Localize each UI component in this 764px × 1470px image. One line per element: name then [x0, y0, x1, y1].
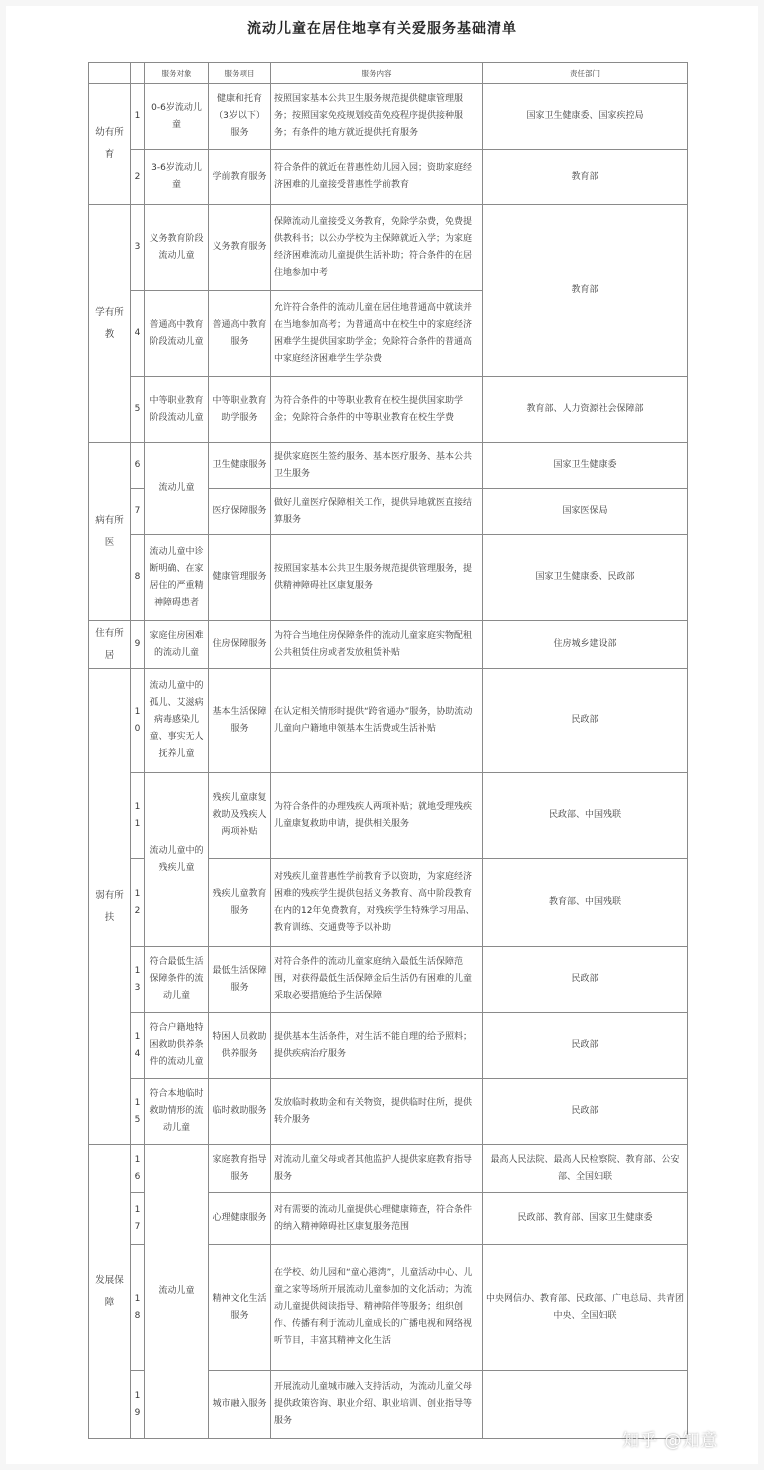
row-number: 18 [131, 1245, 145, 1371]
target-cell: 符合本地临时救助情形的流动儿童 [145, 1079, 209, 1145]
content-cell: 为符合条件的办理残疾人两项补贴；就地受理残疾儿童康复救助申请，提供相关服务 [271, 773, 483, 859]
table-row [89, 669, 688, 773]
item-cell: 临时救助服务 [209, 1079, 271, 1145]
header-dept: 责任部门 [483, 63, 688, 84]
row-number: 7 [131, 489, 145, 535]
target-cell: 家庭住房困难的流动儿童 [145, 621, 209, 669]
content-cell: 在学校、幼儿园和“童心港湾”，儿童活动中心、儿童之家等场所开展流动儿童参加的文化活动；为流动儿童提供阅读指导、精神陪伴等服务；组织创作、传播有利于流动儿童成长的广播电视和网络视听节目，丰富其精神文化生活 [271, 1245, 483, 1371]
row-number: 5 [131, 377, 145, 443]
target-cell: 义务教育阶段流动儿童 [145, 205, 209, 291]
target-cell: 普通高中教育阶段流动儿童 [145, 291, 209, 377]
table-row [89, 377, 688, 443]
dept-cell: 中央网信办、教育部、民政部、广电总局、共青团中央、全国妇联 [483, 1245, 688, 1371]
dept-cell: 民政部 [483, 669, 688, 773]
content-cell: 按照国家基本公共卫生服务规范提供健康管理服务；按照国家免疫规划疫苗免疫程序提供接种服务；有条件的地方就近提供托育服务 [271, 84, 483, 150]
table-row [89, 1079, 688, 1145]
dept-cell: 国家医保局 [483, 489, 688, 535]
content-cell: 对符合条件的流动儿童家庭纳入最低生活保障范围，对获得最低生活保障金后生活仍有困难的儿童采取必要措施给予生活保障 [271, 947, 483, 1013]
target-cell: 流动儿童中的残疾儿童 [145, 773, 209, 947]
item-cell: 普通高中教育服务 [209, 291, 271, 377]
row-number: 8 [131, 535, 145, 621]
dept-cell: 最高人民法院、最高人民检察院、教育部、公安部、全国妇联 [483, 1145, 688, 1193]
item-cell: 基本生活保障服务 [209, 669, 271, 773]
item-cell: 义务教育服务 [209, 205, 271, 291]
category-cell: 住有所居 [89, 621, 131, 669]
target-cell: 流动儿童 [145, 443, 209, 535]
header-category [89, 63, 131, 84]
item-cell: 医疗保障服务 [209, 489, 271, 535]
dept-cell: 国家卫生健康委、民政部 [483, 535, 688, 621]
item-cell: 健康和托育（3岁以下）服务 [209, 84, 271, 150]
category-cell: 幼有所育 [89, 84, 131, 205]
row-number: 17 [131, 1193, 145, 1245]
content-cell: 对流动儿童父母或者其他监护人提供家庭教育指导服务 [271, 1145, 483, 1193]
dept-cell: 教育部 [483, 205, 688, 377]
dept-cell: 民政部 [483, 1013, 688, 1079]
row-number: 13 [131, 947, 145, 1013]
item-cell: 卫生健康服务 [209, 443, 271, 489]
item-cell: 住房保障服务 [209, 621, 271, 669]
dept-cell: 教育部 [483, 150, 688, 205]
item-cell: 健康管理服务 [209, 535, 271, 621]
item-cell: 学前教育服务 [209, 150, 271, 205]
row-number: 6 [131, 443, 145, 489]
table-header-row [89, 63, 688, 84]
table-row [89, 535, 688, 621]
content-cell: 为符合当地住房保障条件的流动儿童家庭实物配租公共租赁住房或者发放租赁补贴 [271, 621, 483, 669]
content-cell: 提供家庭医生签约服务、基本医疗服务、基本公共卫生服务 [271, 443, 483, 489]
content-cell: 开展流动儿童城市融入支持活动，为流动儿童父母提供政策咨询、职业介绍、职业培训、创业指导等服务 [271, 1371, 483, 1439]
dept-cell: 民政部 [483, 947, 688, 1013]
category-cell: 病有所医 [89, 443, 131, 621]
dept-cell: 教育部、中国残联 [483, 859, 688, 947]
table-row [89, 205, 688, 291]
header-item: 服务项目 [209, 63, 271, 84]
content-cell: 符合条件的就近在普惠性幼儿园入园；资助家庭经济困难的儿童接受普惠性学前教育 [271, 150, 483, 205]
content-cell: 对有需要的流动儿童提供心理健康筛查，符合条件的纳入精神障碍社区康复服务范围 [271, 1193, 483, 1245]
dept-cell: 国家卫生健康委、国家疾控局 [483, 84, 688, 150]
content-cell: 为符合条件的中等职业教育在校生提供国家助学金；免除符合条件的中等职业教育在校生学费 [271, 377, 483, 443]
document-title: 流动儿童在居住地享有关爱服务基础清单 [247, 21, 517, 37]
row-number: 19 [131, 1371, 145, 1439]
content-cell: 保障流动儿童接受义务教育，免除学杂费，免费提供教科书；以公办学校为主保障就近入学；为家庭经济困难流动儿童提供生活补助；符合条件的在居住地参加中考 [271, 205, 483, 291]
table-row [89, 621, 688, 669]
content-cell: 提供基本生活条件，对生活不能自理的给予照料；提供疾病治疗服务 [271, 1013, 483, 1079]
dept-cell: 民政部、教育部、国家卫生健康委 [483, 1193, 688, 1245]
dept-cell: 住房城乡建设部 [483, 621, 688, 669]
item-cell: 家庭教育指导服务 [209, 1145, 271, 1193]
content-cell: 按照国家基本公共卫生服务规范提供管理服务，提供精神障碍社区康复服务 [271, 535, 483, 621]
row-number: 12 [131, 859, 145, 947]
row-number: 16 [131, 1145, 145, 1193]
row-number: 1 [131, 84, 145, 150]
target-cell: 符合户籍地特困救助供养条件的流动儿童 [145, 1013, 209, 1079]
category-cell: 学有所教 [89, 205, 131, 443]
dept-cell: 民政部、中国残联 [483, 773, 688, 859]
row-number: 3 [131, 205, 145, 291]
target-cell: 符合最低生活保障条件的流动儿童 [145, 947, 209, 1013]
target-cell: 流动儿童 [145, 1145, 209, 1439]
table-row [89, 1013, 688, 1079]
service-list-table [88, 62, 688, 1439]
table-row [89, 1145, 688, 1193]
dept-cell: 民政部 [483, 1079, 688, 1145]
target-cell: 3-6岁流动儿童 [145, 150, 209, 205]
item-cell: 精神文化生活服务 [209, 1245, 271, 1371]
content-cell: 做好儿童医疗保障相关工作，提供异地就医直接结算服务 [271, 489, 483, 535]
item-cell: 特困人员救助供养服务 [209, 1013, 271, 1079]
row-number: 15 [131, 1079, 145, 1145]
category-cell: 发展保障 [89, 1145, 131, 1439]
category-cell: 弱有所扶 [89, 669, 131, 1145]
item-cell: 心理健康服务 [209, 1193, 271, 1245]
table-row [89, 443, 688, 489]
item-cell: 中等职业教育助学服务 [209, 377, 271, 443]
content-cell: 对残疾儿童普惠性学前教育予以资助，为家庭经济困难的残疾学生提供包括义务教育、高中阶段教育在内的12年免费教育，对残疾学生特殊学习用品、教育训练、交通费等予以补助 [271, 859, 483, 947]
row-number: 2 [131, 150, 145, 205]
dept-cell: 国家卫生健康委 [483, 443, 688, 489]
content-cell: 发放临时救助金和有关物资，提供临时住所，提供转介服务 [271, 1079, 483, 1145]
target-cell: 中等职业教育阶段流动儿童 [145, 377, 209, 443]
header-target: 服务对象 [145, 63, 209, 84]
zhihu-watermark: 知乎 @知意 [622, 1431, 719, 1451]
header-no [131, 63, 145, 84]
item-cell: 城市融入服务 [209, 1371, 271, 1439]
dept-cell: 教育部、人力资源社会保障部 [483, 377, 688, 443]
table-row [89, 947, 688, 1013]
table-row [89, 150, 688, 205]
header-content: 服务内容 [271, 63, 483, 84]
item-cell: 最低生活保障服务 [209, 947, 271, 1013]
target-cell: 0-6岁流动儿童 [145, 84, 209, 150]
item-cell: 残疾儿童康复救助及残疾人两项补贴 [209, 773, 271, 859]
row-number: 9 [131, 621, 145, 669]
target-cell: 流动儿童中诊断明确、在家居住的严重精神障碍患者 [145, 535, 209, 621]
table-row [89, 773, 688, 859]
content-cell: 允许符合条件的流动儿童在居住地普通高中就读并在当地参加高考；为普通高中在校生中的家庭经济困难学生提供国家助学金；免除符合条件的普通高中家庭经济困难学生学杂费 [271, 291, 483, 377]
row-number: 11 [131, 773, 145, 859]
row-number: 10 [131, 669, 145, 773]
row-number: 4 [131, 291, 145, 377]
content-cell: 在认定相关情形时提供“跨省通办”服务，协助流动儿童向户籍地申领基本生活费或生活补贴 [271, 669, 483, 773]
table-row [89, 84, 688, 150]
item-cell: 残疾儿童教育服务 [209, 859, 271, 947]
target-cell: 流动儿童中的孤儿、艾滋病病毒感染儿童、事实无人抚养儿童 [145, 669, 209, 773]
row-number: 14 [131, 1013, 145, 1079]
